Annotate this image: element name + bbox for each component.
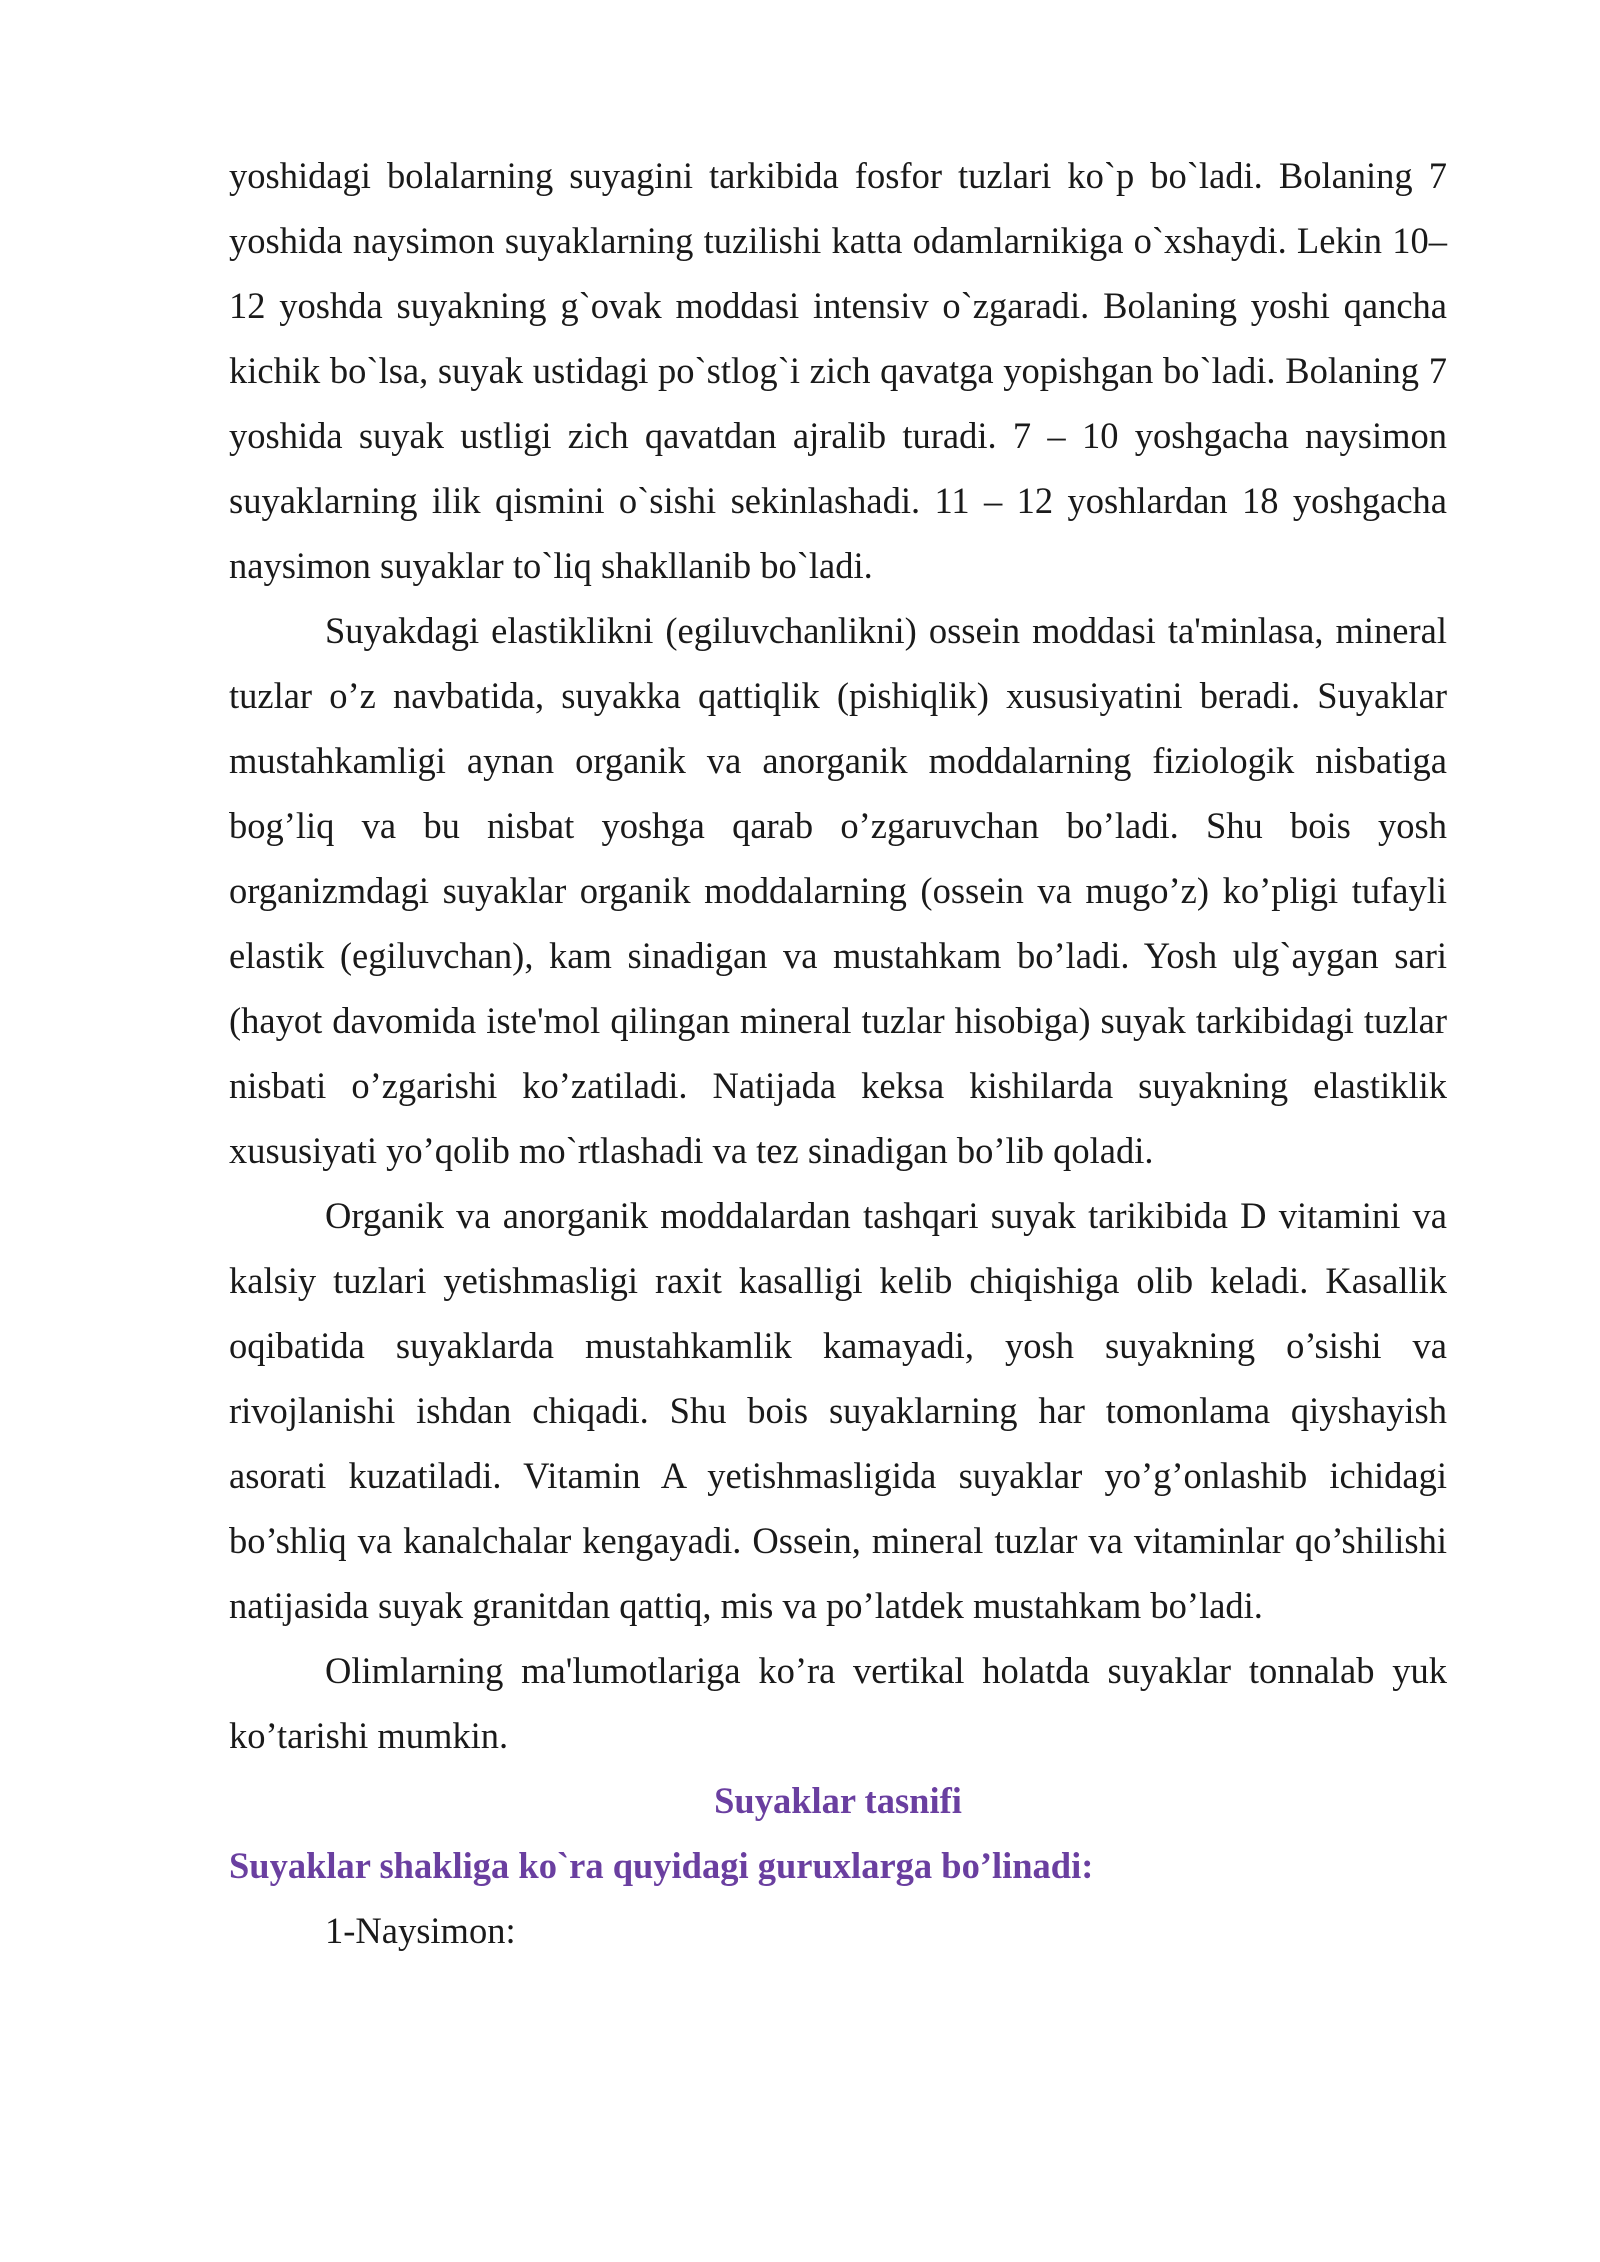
subsection-title: Suyaklar shakliga ko`ra quyidagi guruxlarga bo’linadi: xyxy=(229,1845,1094,1886)
list-item-naysimon: 1-Naysimon: xyxy=(325,1910,516,1951)
paragraph-bone-strength: Olimlarning ma'lumotlariga ko’ra vertikal holatda suyaklar tonnalab yuk ko’tarishi mumkin. xyxy=(229,1650,1447,1756)
paragraph-vitamin-deficiency: Organik va anorganik moddalardan tashqari suyak tarikibida D vitamini va kalsiy tuzlari yetishmasligi raxit kasalligi kelib chiqishiga olib keladi. Kasallik oqibatida suyaklarda mustahkamlik kamayadi, yosh suyakning o’sishi va rivojlanishi ishdan chiqadi. Shu bois suyaklarning har tomonlama qiyshayish asorati kuzatiladi. Vitamin A yetishmasligida suyaklar yo’g’onlashib ichidagi bo’shliq va kanalchalar kengayadi. Ossein, mineral tuzlar va vitaminlar qo’shilishi natijasida suyak granitdan qattiq, mis va po’latdek mustahkam bo’ladi. xyxy=(229,1195,1447,1626)
section-title: Suyaklar tasnifi xyxy=(714,1780,962,1821)
paragraph-bone-elasticity: Suyakdagi elastiklikni (egiluvchanlikni) ossein moddasi ta'minlasa, mineral tuzlar o’z navbatida, suyakka qattiqlik (pishiqlik) xususiyatini beradi. Suyaklar mustahkamligi aynan organik va anorganik moddalarning fiziologik nisbatiga bog’liq va bu nisbat yoshga qarab o’zgaruvchan bo’ladi. Shu bois yosh organizmdagi suyaklar organik moddalarning (ossein va mugo’z) ko’pligi tufayli elastik (egiluvchan), kam sinadigan va mustahkam bo’ladi. Yosh ulg`aygan sari (hayot davomida iste'mol qilingan mineral tuzlar hisobiga) suyak tarkibidagi tuzlar nisbati o’zgarishi ko’zatiladi. Natijada keksa kishilarda suyakning elastiklik xususiyati yo’qolib mo`rtlashadi va tez sinadigan bo’lib qoladi. xyxy=(229,610,1447,1171)
document-body xyxy=(229,143,1447,1963)
paragraph-bone-development: yoshidagi bolalarning suyagini tarkibida fosfor tuzlari ko`p bo`ladi. Bolaning 7 yoshida naysimon suyaklarning tuzilishi katta odamlarnikiga o`xshaydi. Lekin 10–12 yoshda suyakning g`ovak moddasi intensiv o`zgaradi. Bolaning yoshi qancha kichik bo`lsa, suyak ustidagi po`stlog`i zich qavatga yopishgan bo`ladi. Bolaning 7 yoshida suyak ustligi zich qavatdan ajralib turadi. 7 – 10 yoshgacha naysimon suyaklarning ilik qismini o`sishi sekinlashadi. 11 – 12 yoshlardan 18 yoshgacha naysimon suyaklar to`liq shakllanib bo`ladi. xyxy=(229,155,1447,586)
